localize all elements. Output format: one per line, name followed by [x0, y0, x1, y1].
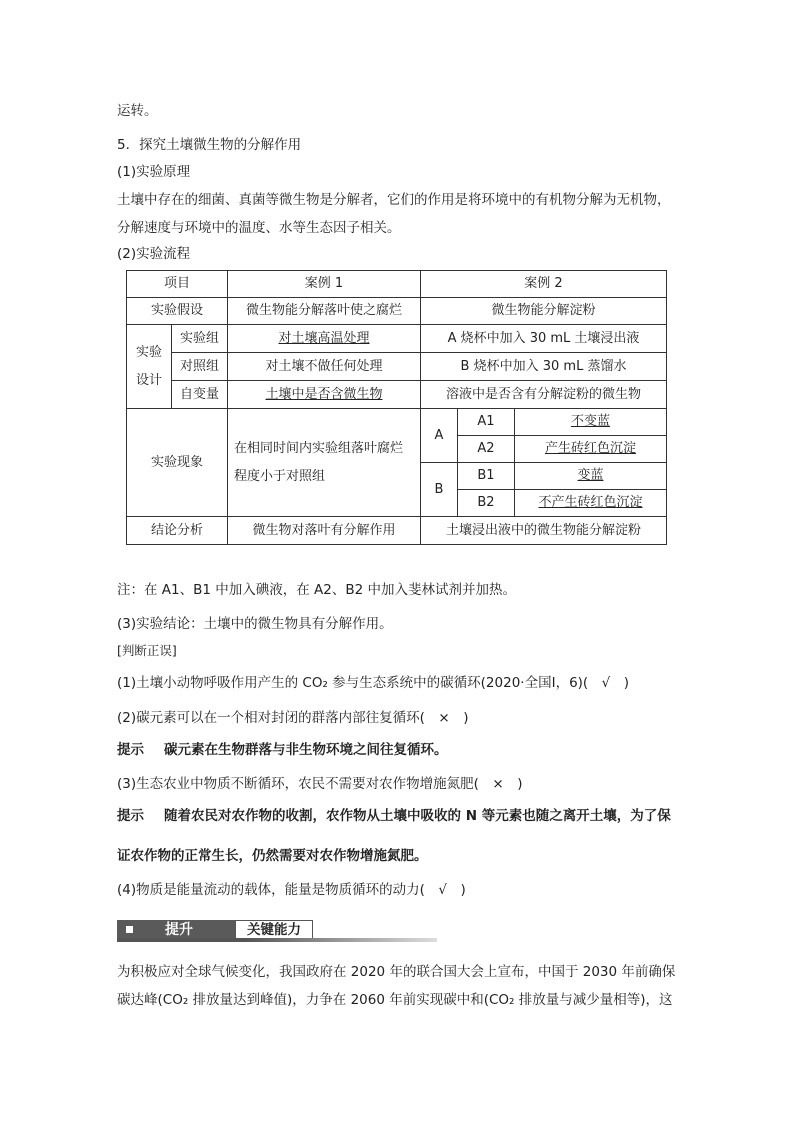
hint-2 — [117, 806, 671, 826]
row-label: 实验假设 — [127, 298, 228, 325]
underlined-text: 土壤中是否含微生物 — [265, 386, 383, 402]
table-cell — [515, 490, 667, 517]
question-2: (2)碳元素可以在一个相对封闭的群落内部往复循环( × ) — [117, 710, 469, 726]
row-label: 实验设计 — [127, 325, 172, 409]
text-line: 运转。 — [117, 103, 158, 119]
banner-title: 提升 — [165, 922, 193, 938]
note-text: 注：在 A1、B1 中加入碘液，在 A2、B2 中加入斐林试剂并加热。 — [117, 582, 517, 598]
question-3: (3)生态农业中物质不断循环，农民不需要对农作物增施氮肥( × ) — [117, 776, 523, 792]
final-paragraph: 为积极应对全球气候变化，我国政府在 2020 年的联合国大会上宣布，中国于 2030 年前确保碳达峰(CO₂ 排放量达到峰值)，力争在 2060 年前实现碳中和(CO₂ 排放量与减少量相等)，这 — [117, 964, 676, 1008]
section-banner — [117, 920, 437, 942]
table-cell — [228, 381, 421, 409]
underlined-text: 产生砖红色沉淀 — [544, 441, 636, 456]
table-cell: 溶液中是否含有分解淀粉的微生物 — [421, 381, 667, 409]
hint-2-continued: 证农作物的正常生长，仍然需要对农作物增施氮肥。 — [117, 848, 428, 864]
underlined-text: 对土壤高温处理 — [278, 330, 370, 346]
underlined-text: 变蓝 — [577, 468, 604, 483]
banner-subtitle: 关键能力 — [235, 920, 313, 940]
table-header: 案例 1 — [228, 271, 421, 298]
hint-text: 随着农民对农作物的收割，农作物从土壤中吸收的 N 等元素也随之离开土壤，为了保 — [164, 808, 671, 824]
table-cell: 微生物能分解落叶使之腐烂 — [228, 298, 421, 325]
subheading: (2)实验流程 — [117, 246, 191, 262]
square-icon — [126, 926, 133, 933]
subheading: (1)实验原理 — [117, 164, 191, 180]
underlined-text: 不变蓝 — [570, 414, 610, 429]
row-sublabel: 实验组 — [172, 325, 228, 353]
question-1: (1)土壤小动物呼吸作用产生的 CO₂ 参与生态系统中的碳循环(2020·全国Ⅰ，6)( √ ) — [117, 675, 630, 691]
table-cell — [515, 436, 667, 463]
table-cell: 微生物对落叶有分解作用 — [228, 517, 421, 545]
row-sublabel: 自变量 — [172, 381, 228, 409]
hint-label: 提示 — [117, 808, 144, 824]
row-sublabel: 对照组 — [172, 353, 228, 381]
judge-tag: [判断正误] — [117, 643, 177, 658]
table-cell: A1 — [458, 409, 515, 436]
row-label: 结论分析 — [127, 517, 228, 545]
table-header: 项目 — [127, 271, 228, 298]
experiment-table — [126, 270, 667, 545]
banner-underline — [117, 938, 437, 942]
table-cell: 土壤浸出液中的微生物能分解淀粉 — [421, 517, 667, 545]
table-cell — [515, 409, 667, 436]
group-label: A — [421, 409, 458, 463]
table-cell: B1 — [458, 463, 515, 490]
table-cell: 在相同时间内实验组落叶腐烂程度小于对照组 — [228, 409, 421, 517]
row-label: 实验现象 — [127, 409, 228, 517]
table-cell — [228, 325, 421, 353]
hint-1 — [117, 740, 448, 760]
hint-label: 提示 — [117, 742, 144, 758]
table-cell: A2 — [458, 436, 515, 463]
section-heading: 5．探究土壤微生物的分解作用 — [117, 137, 302, 153]
conclusion-text: (3)实验结论：土壤中的微生物具有分解作用。 — [117, 616, 393, 632]
table-header: 案例 2 — [421, 271, 667, 298]
table-cell: B2 — [458, 490, 515, 517]
table-cell: A 烧杯中加入 30 mL 土壤浸出液 — [421, 325, 667, 353]
table-cell: 微生物能分解淀粉 — [421, 298, 667, 325]
table-cell: 对土壤不做任何处理 — [228, 353, 421, 381]
hint-text: 碳元素在生物群落与非生物环境之间往复循环。 — [164, 742, 448, 758]
question-4: (4)物质是能量流动的载体，能量是物质循环的动力( √ ) — [117, 882, 466, 898]
group-label: B — [421, 463, 458, 517]
underlined-text: 不产生砖红色沉淀 — [538, 495, 643, 510]
table-cell — [515, 463, 667, 490]
principle-paragraph: 土壤中存在的细菌、真菌等微生物是分解者，它们的作用是将环境中的有机物分解为无机物，分解速度与环境中的温度、水等生态因子相关。 — [117, 192, 671, 236]
table-cell: B 烧杯中加入 30 mL 蒸馏水 — [421, 353, 667, 381]
